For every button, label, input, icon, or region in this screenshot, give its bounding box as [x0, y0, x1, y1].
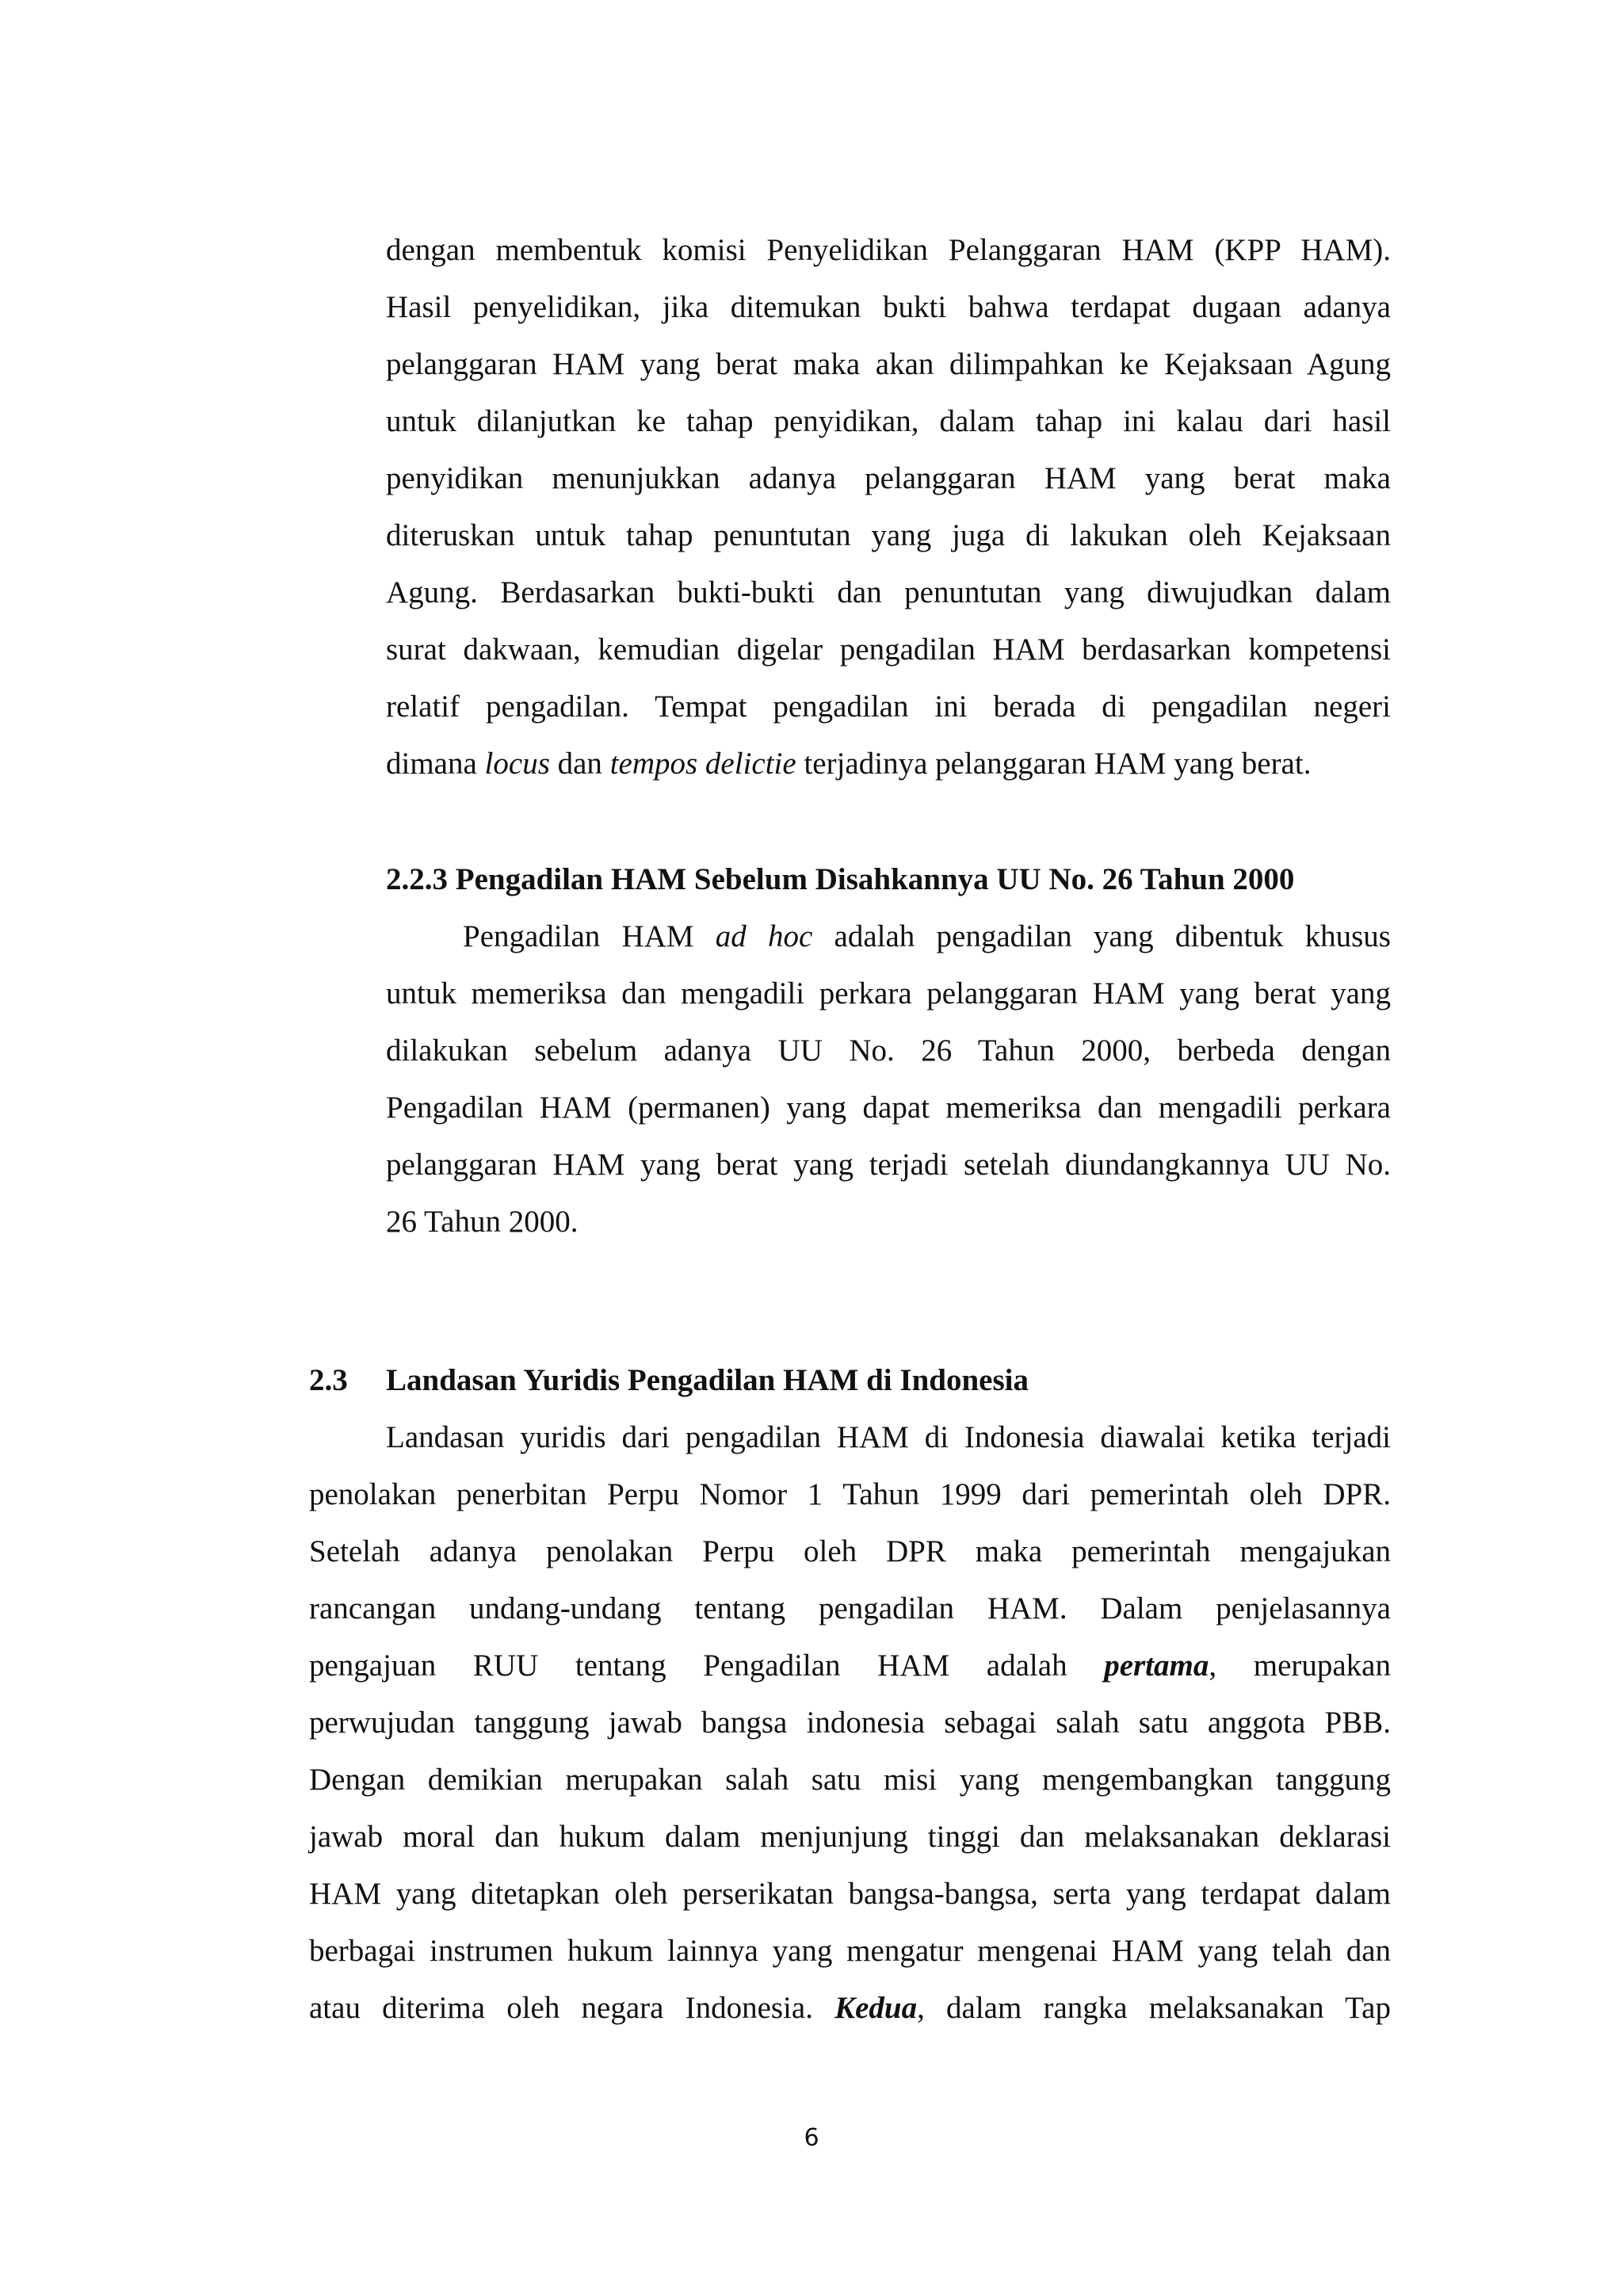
paragraph-line: berbagai instrumen hukum lainnya yang mengatur mengenai HAM yang telah dan: [309, 1934, 1391, 1968]
italic-term: tempos delictie: [609, 747, 796, 781]
paragraph-first-line: Landasan yuridis dari pengadilan HAM di Indonesia diawalai ketika terjadi: [386, 1420, 1391, 1454]
paragraph-last-line: 26 Tahun 2000.: [386, 1205, 579, 1239]
text-run: Pengadilan HAM: [463, 919, 716, 953]
text-run: pengajuan RUU tentang Pengadilan HAM adalah: [309, 1648, 1105, 1683]
paragraph-line: Setelah adanya penolakan Perpu oleh DPR maka pemerintah mengajukan: [309, 1534, 1391, 1568]
paragraph-first-line: [463, 918, 1391, 956]
section-title: Landasan Yuridis Pengadilan HAM di Indonesia: [386, 1363, 1029, 1397]
emphasis-term: Kedua: [834, 1991, 918, 2025]
paragraph-last-line: [386, 745, 1311, 783]
section-number: 2.2.3: [386, 862, 448, 896]
paragraph-line: untuk dilanjutkan ke tahap penyidikan, dalam tahap ini kalau dari hasil: [386, 404, 1391, 438]
paragraph-line: Hasil penyelidikan, jika ditemukan bukti bahwa terdapat dugaan adanya: [386, 290, 1391, 324]
text-run: dan: [549, 747, 610, 781]
paragraph-line: Dengan demikian merupakan salah satu misi yang mengembangkan tanggung: [309, 1763, 1391, 1797]
paragraph-line: pelanggaran HAM yang berat yang terjadi setelah diundangkannya UU No.: [386, 1148, 1391, 1182]
paragraph-line: dilakukan sebelum adanya UU No. 26 Tahun 2000, berbeda dengan: [386, 1033, 1391, 1068]
paragraph-line: rancangan undang-undang tentang pengadilan HAM. Dalam penjelasannya: [309, 1591, 1391, 1626]
page-number: 6: [804, 2124, 819, 2152]
paragraph-line: untuk memeriksa dan mengadili perkara pelanggaran HAM yang berat yang: [386, 976, 1391, 1010]
emphasis-term: pertama: [1104, 1648, 1209, 1683]
paragraph-line: jawab moral dan hukum dalam menjunjung tinggi dan melaksanakan deklarasi: [309, 1820, 1391, 1854]
paragraph-line: Agung. Berdasarkan bukti-bukti dan penuntutan yang diwujudkan dalam: [386, 575, 1391, 609]
paragraph-line: [309, 1647, 1391, 1685]
section-title: Pengadilan HAM Sebelum Disahkannya UU No. 26 Tahun 2000: [455, 862, 1295, 896]
paragraph-line: diteruskan untuk tahap penuntutan yang juga di lakukan oleh Kejaksaan: [386, 518, 1391, 552]
paragraph-line: pelanggaran HAM yang berat maka akan dilimpahkan ke Kejaksaan Agung: [386, 347, 1391, 381]
italic-term: locus: [484, 747, 550, 781]
text-run: dimana: [386, 747, 485, 781]
paragraph-line: surat dakwaan, kemudian digelar pengadilan HAM berdasarkan kompetensi: [386, 632, 1391, 667]
paragraph-line: HAM yang ditetapkan oleh perserikatan bangsa-bangsa, serta yang terdapat dalam: [309, 1877, 1391, 1911]
paragraph-line: penolakan penerbitan Perpu Nomor 1 Tahun 1999 dari pemerintah oleh DPR.: [309, 1477, 1391, 1511]
text-run: , merupakan: [1209, 1648, 1391, 1683]
section-heading: [309, 1362, 1029, 1400]
paragraph-line: penyidikan menunjukkan adanya pelanggaran HAM yang berat maka: [386, 461, 1391, 495]
paragraph-line: relatif pengadilan. Tempat pengadilan ini berada di pengadilan negeri: [386, 690, 1391, 724]
paragraph-line: perwujudan tanggung jawab bangsa indonesia sebagai salah satu anggota PBB.: [309, 1706, 1391, 1740]
text-run: adalah pengadilan yang dibentuk khusus: [812, 919, 1391, 953]
section-heading: [386, 861, 1294, 899]
section-number: 2.3: [309, 1363, 348, 1397]
paragraph-line: dengan membentuk komisi Penyelidikan Pelanggaran HAM (KPP HAM).: [386, 233, 1391, 267]
text-run: atau diterima oleh negara Indonesia.: [309, 1991, 835, 2025]
paragraph-line: Pengadilan HAM (permanen) yang dapat memeriksa dan mengadili perkara: [386, 1091, 1391, 1125]
paragraph-line: [309, 1989, 1391, 2027]
italic-term: ad hoc: [715, 919, 813, 953]
text-run: , dalam rangka melaksanakan Tap: [917, 1991, 1391, 2025]
text-run: terjadinya pelanggaran HAM yang berat.: [796, 747, 1312, 781]
